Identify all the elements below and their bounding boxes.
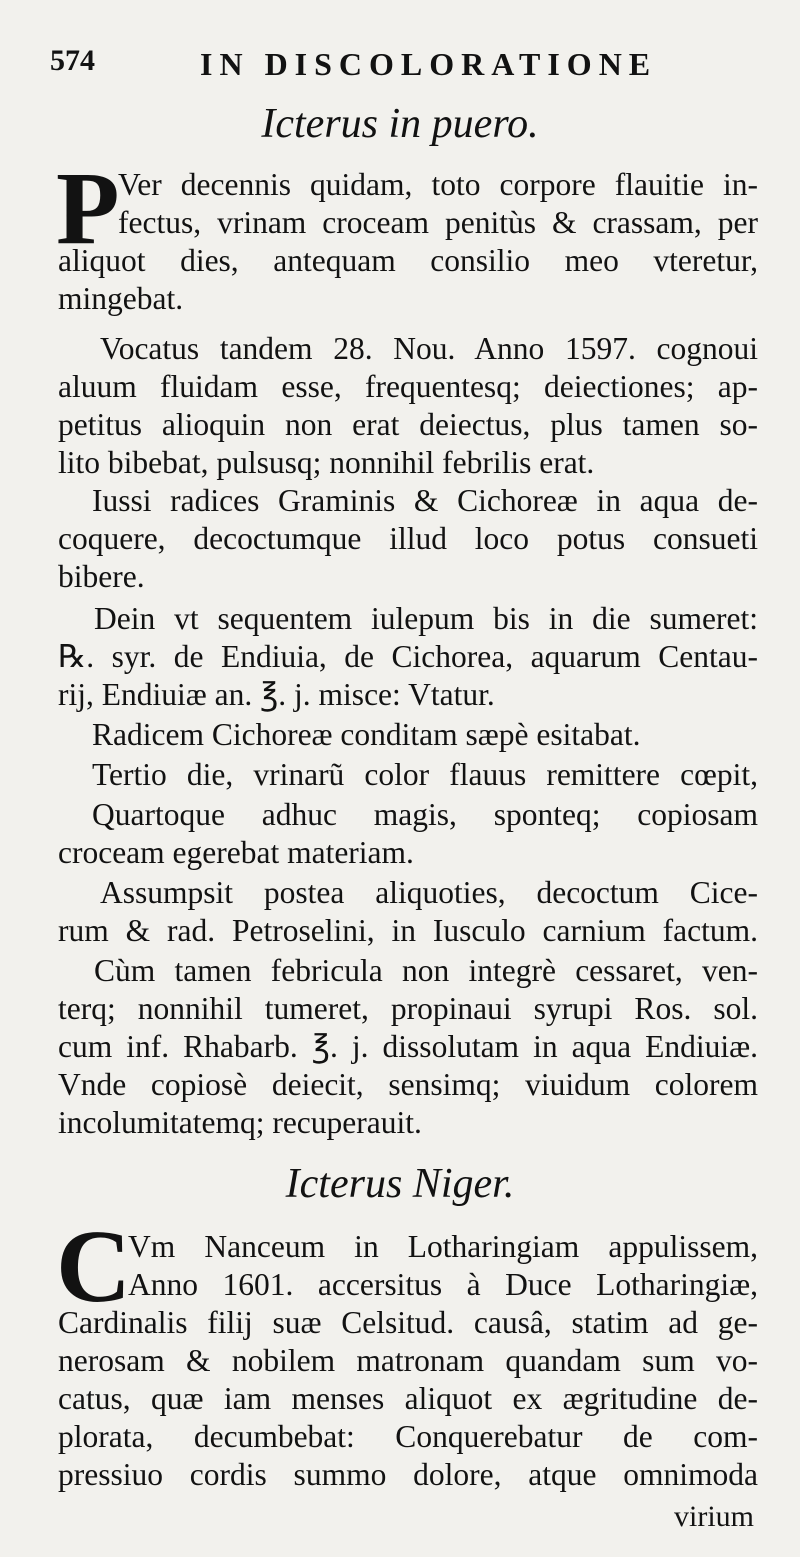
text-line: Dein vt sequentem iulepum bis in die sumeret: [94, 601, 758, 636]
page-number: 574 [50, 44, 95, 77]
text-line: aliquot dies, antequam consilio meo vteretur, [58, 243, 758, 278]
text-line: Iussi radices Graminis & Cichoreæ in aqua de- [92, 483, 758, 518]
text-line: Anno 1601. accersitus à Duce Lotharingiæ, [128, 1267, 758, 1302]
text-line: rij, Endiuiæ an. ℥. j. misce: Vtatur. [58, 677, 495, 712]
text-line: catus, quæ iam menses aliquot ex ægritudine de- [58, 1381, 758, 1416]
text-line: ℞. syr. de Endiuia, de Cichorea, aquarum Centau- [58, 639, 758, 674]
text-line: petitus alioquin non erat deiectus, plus tamen so- [58, 407, 758, 442]
text-line: nerosam & nobilem matronam quandam sum vo- [58, 1343, 758, 1378]
text-line: Vocatus tandem 28. Nou. Anno 1597. cognoui [100, 331, 758, 366]
text-line: coquere, decoctumque illud loco potus consueti [58, 521, 758, 556]
text-line: Tertio die, vrinarũ color flauus remittere cœpit, [92, 757, 758, 792]
text-line: Radicem Cichoreæ conditam sæpè esitabat. [92, 717, 641, 752]
text-line: lito bibebat, pulsusq; nonnihil febrilis erat. [58, 445, 595, 480]
text-line: plorata, decumbebat: Conquerebatur de com- [58, 1419, 758, 1454]
drop-cap: C [56, 1209, 132, 1324]
text-line: mingebat. [58, 281, 184, 316]
text-line: croceam egerebat materiam. [58, 835, 414, 870]
text-line: Vnde copiosè deiecit, sensimq; viuidum colorem [58, 1067, 758, 1102]
text-line: Vm Nanceum in Lotharingiam appulissem, [128, 1229, 758, 1264]
text-line: Cùm tamen febricula non integrè cessaret, ven- [94, 953, 758, 988]
text-line: Quartoque adhuc magis, sponteq; copiosam [92, 797, 758, 832]
text-line: rum & rad. Petroselini, in Iusculo carnium factum. [58, 913, 758, 948]
text-line: aluum fluidam esse, frequentesq; deiectiones; ap- [58, 369, 758, 404]
text-line: fectus, vrinam croceam penitùs & crassam, per [118, 205, 758, 240]
section-heading: Icterus in puero. [261, 101, 539, 147]
text-line: Cardinalis filij suæ Celsitud. causâ, statim ad ge- [58, 1305, 758, 1340]
text-line: incolumitatemq; recuperauit. [58, 1105, 422, 1140]
text-line: pressiuo cordis summo dolore, atque omnimoda [58, 1457, 758, 1492]
text-line: Ver decennis quidam, toto corpore flauitie in- [118, 167, 758, 202]
text-line: cum inf. Rhabarb. ℥. j. dissolutam in aqua Endiuiæ. [58, 1029, 758, 1064]
text-line: bibere. [58, 559, 145, 594]
section-heading: Icterus Niger. [285, 1161, 515, 1207]
text-line: terq; nonnihil tumeret, propinaui syrupi Ros. sol. [58, 991, 758, 1026]
running-head: IN DISCOLORATIONE [200, 46, 658, 82]
drop-cap: P [56, 151, 120, 266]
catchword: virium [674, 1500, 754, 1533]
text-line: Assumpsit postea aliquoties, decoctum Cice- [100, 875, 758, 910]
